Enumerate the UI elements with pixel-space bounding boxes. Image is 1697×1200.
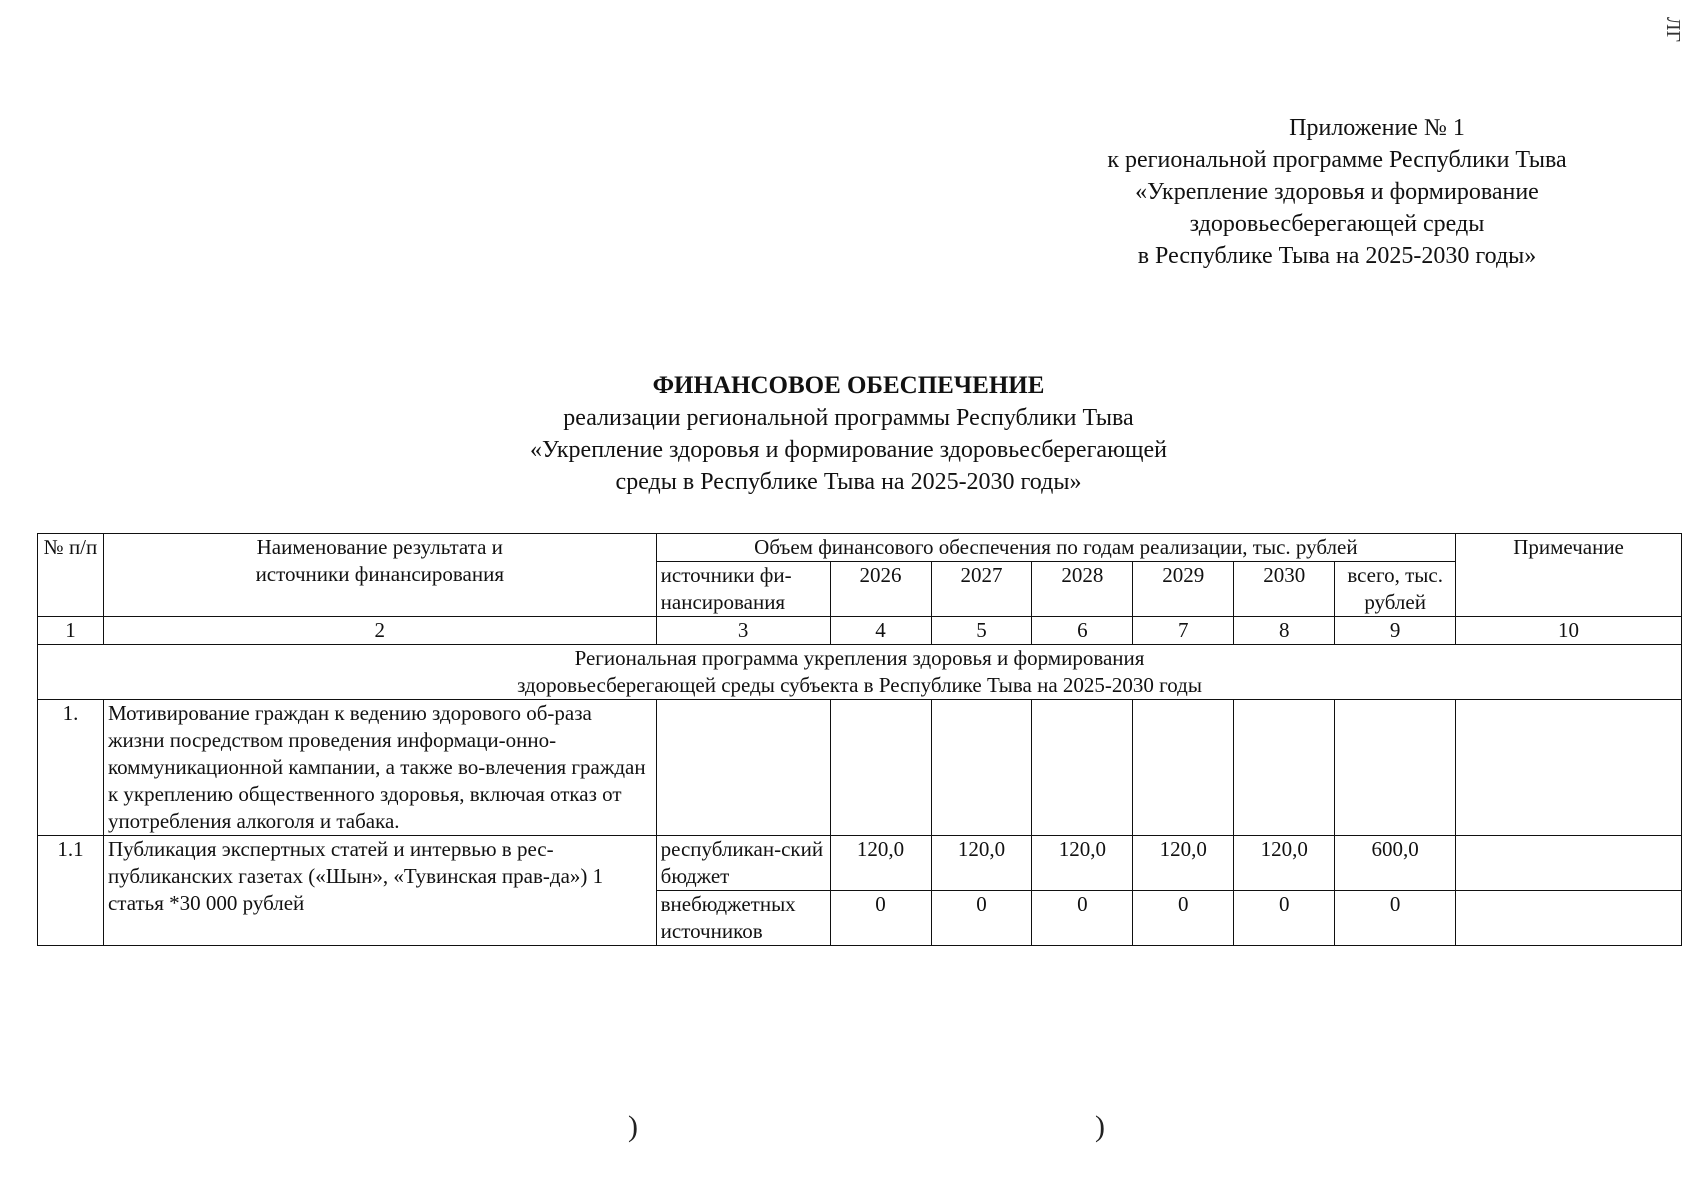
- value-cell: 120,0: [1133, 836, 1234, 891]
- heading-line: реализации региональной программы Республики Тыва: [563, 405, 1134, 431]
- appendix-block: [1047, 112, 1627, 272]
- total-cell: 0: [1335, 891, 1456, 946]
- financing-table: [37, 533, 1682, 946]
- appendix-line: «Укрепление здоровья и формирование: [1135, 179, 1539, 205]
- value-cell: 120,0: [931, 836, 1032, 891]
- column-number: 2: [103, 617, 656, 645]
- table-row: [38, 836, 1682, 891]
- header-source: источники фи-нансирования: [656, 562, 830, 617]
- header-volume: Объем финансового обеспечения по годам реализации, тыс. рублей: [656, 534, 1455, 562]
- document-title: ФИНАНСОВОЕ ОБЕСПЕЧЕНИЕ: [652, 372, 1045, 399]
- column-number: 3: [656, 617, 830, 645]
- column-number: 9: [1335, 617, 1456, 645]
- value-cell: 120,0: [830, 836, 931, 891]
- heading-line: «Укрепление здоровья и формирование здоровьесберегающей: [530, 437, 1167, 463]
- funding-source: республикан-ский бюджет: [656, 836, 830, 891]
- header-year: 2028: [1032, 562, 1133, 617]
- bottom-scan-mark: ): [628, 1110, 638, 1143]
- column-number: 1: [38, 617, 104, 645]
- section-title: [38, 645, 1682, 700]
- column-number: 10: [1456, 617, 1682, 645]
- column-number: 8: [1234, 617, 1335, 645]
- corner-handwritten-mark: ЛГ: [1661, 16, 1684, 43]
- value-cell: 0: [1032, 891, 1133, 946]
- header-year: 2026: [830, 562, 931, 617]
- document-heading: [0, 370, 1697, 498]
- appendix-title: Приложение № 1: [1289, 115, 1465, 141]
- empty-cell: [656, 700, 830, 836]
- table-header-row: [38, 534, 1682, 562]
- value-cell: 120,0: [1234, 836, 1335, 891]
- column-number: 5: [931, 617, 1032, 645]
- value-cell: 0: [830, 891, 931, 946]
- total-cell: 600,0: [1335, 836, 1456, 891]
- empty-cell: [1234, 700, 1335, 836]
- column-number: 6: [1032, 617, 1133, 645]
- funding-source: внебюджетных источников: [656, 891, 830, 946]
- header-year: 2029: [1133, 562, 1234, 617]
- empty-cell: [1335, 700, 1456, 836]
- empty-cell: [1456, 700, 1682, 836]
- header-note: Примечание: [1456, 534, 1682, 617]
- column-number: 4: [830, 617, 931, 645]
- value-cell: 0: [931, 891, 1032, 946]
- heading-line: среды в Республике Тыва на 2025-2030 годы»: [615, 469, 1082, 495]
- row-number: 1.1: [38, 836, 104, 946]
- empty-cell: [1133, 700, 1234, 836]
- header-num: № п/п: [38, 534, 104, 617]
- appendix-line: здоровьесберегающей среды: [1189, 211, 1485, 237]
- bottom-scan-mark: ): [1095, 1110, 1105, 1143]
- empty-cell: [1032, 700, 1133, 836]
- header-year: 2030: [1234, 562, 1335, 617]
- value-cell: 0: [1133, 891, 1234, 946]
- section-line: здоровьесберегающей среды субъекта в Республике Тыва на 2025-2030 годы: [517, 673, 1202, 697]
- header-name: Наименование результата и источники финансирования: [103, 534, 656, 617]
- empty-cell: [931, 700, 1032, 836]
- section-line: Региональная программа укрепления здоровья и формирования: [574, 646, 1145, 670]
- header-year: 2027: [931, 562, 1032, 617]
- row-name: Мотивирование граждан к ведению здорового об-раза жизни посредством проведения информаци-онно-коммуникационной кампании, а также во-влечения граждан к укреплению общественного здоровья, включая отказ от употребления алкоголя и табака.: [103, 700, 656, 836]
- note-cell: [1456, 836, 1682, 891]
- appendix-line: в Республике Тыва на 2025-2030 годы»: [1137, 243, 1537, 269]
- note-cell: [1456, 891, 1682, 946]
- appendix-line: к региональной программе Республики Тыва: [1107, 147, 1567, 173]
- column-number: 7: [1133, 617, 1234, 645]
- empty-cell: [830, 700, 931, 836]
- row-number: 1.: [38, 700, 104, 836]
- section-row: [38, 645, 1682, 700]
- column-number-row: [38, 617, 1682, 645]
- table-row: [38, 700, 1682, 836]
- row-name: Публикация экспертных статей и интервью в рес-публиканских газетах («Шын», «Тувинская прав-да») 1 статья *30 000 рублей: [103, 836, 656, 946]
- value-cell: 0: [1234, 891, 1335, 946]
- value-cell: 120,0: [1032, 836, 1133, 891]
- header-total: всего, тыс. рублей: [1335, 562, 1456, 617]
